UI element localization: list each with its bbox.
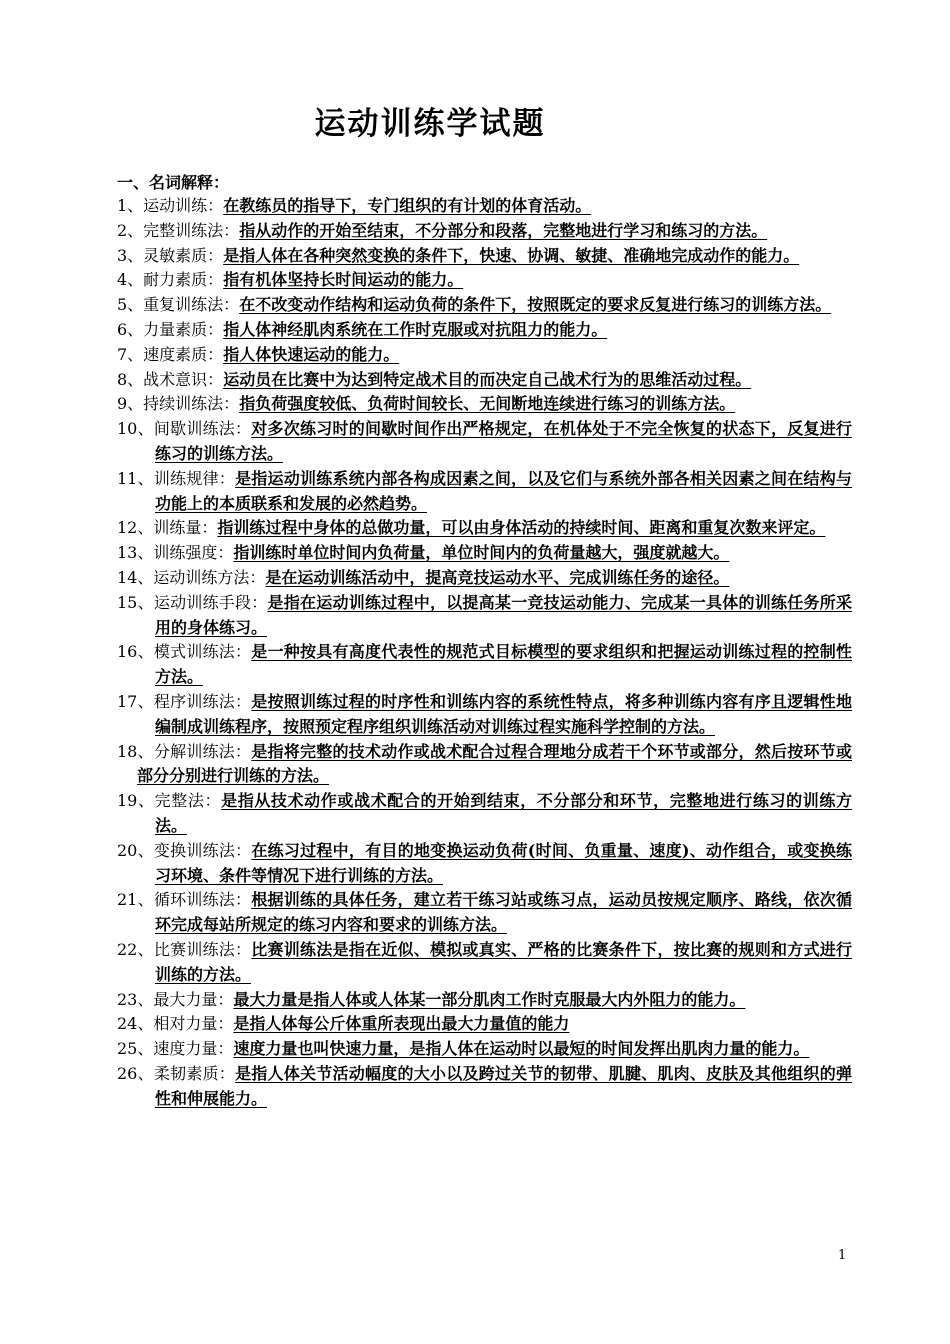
entry-term: 14、运动训练方法： [117, 567, 266, 587]
entry-term: 9、持续训练法： [117, 394, 240, 414]
definition-entry [117, 293, 852, 318]
definition-entry [117, 541, 852, 566]
definition-entry [117, 318, 852, 343]
definition-entry [117, 839, 852, 889]
entry-definition: 速度力量也叫快速力量，是指人体在运动时以最短的时间发挥出肌肉力量的能力。 [233, 1039, 810, 1059]
entry-definition: 根据训练的具体任务，建立若干练习站或练习点，运动员按规定顺序、路线，依次循环完成每站所规定的练习内容和要求的训练方法。 [155, 890, 852, 935]
definition-entry [117, 888, 852, 938]
definition-entry [117, 516, 852, 541]
definition-entry [117, 417, 852, 467]
definition-entry [117, 1062, 852, 1112]
entry-term: 21、循环训练法： [117, 890, 252, 910]
entry-term: 8、战术意识： [117, 369, 224, 389]
definition-entry [117, 392, 852, 417]
entry-definition: 是指从技术动作或战术配合的开始到结束，不分部分和环节，完整地进行练习的训练方法。 [155, 791, 852, 835]
entry-definition: 指训练过程中身体的总做功量，可以由身体活动的持续时间、距离和重复次数来评定。 [217, 518, 826, 538]
definition-list [117, 194, 852, 1111]
definition-entry [117, 740, 852, 790]
definition-entry [117, 1037, 852, 1062]
entry-definition: 对多次练习时的间歇时间作出严格规定，在机体处于不完全恢复的状态下，反复进行练习的训练方法。 [155, 419, 852, 463]
definition-entry [117, 219, 852, 244]
entry-definition: 是指运动训练系统内部各构成因素之间，以及它们与系统外部各相关因素之间在结构与功能上的本质联系和发展的必然趋势。 [155, 468, 852, 513]
entry-term: 12、训练量： [117, 518, 218, 538]
document-title: 运动训练学试题 [314, 106, 546, 142]
entry-term: 2、完整训练法： [117, 220, 240, 240]
entry-term: 16、模式训练法： [117, 642, 252, 662]
entry-term: 25、速度力量： [117, 1039, 234, 1059]
entry-term: 17、程序训练法： [117, 691, 252, 711]
entry-term: 6、力量素质： [117, 319, 224, 339]
entry-definition: 在练习过程中，有目的地变换运动负荷(时间、负重量、速度)、动作组合，或变换练习环境、条件等情况下进行训练的方法。 [155, 840, 852, 885]
definition-entry [117, 244, 852, 269]
entry-definition: 指人体神经肌肉系统在工作时克服或对抗阻力的能力。 [223, 319, 608, 339]
definition-entry [117, 789, 852, 839]
entry-definition: 指从动作的开始至结束，不分部分和段落，完整地进行学习和练习的方法。 [239, 220, 768, 240]
definition-entry [117, 467, 852, 517]
entry-definition: 是一种按具有高度代表性的规范式目标模型的要求组织和把握运动训练过程的控制性方法。 [155, 642, 852, 687]
entry-definition: 在教练员的指导下，专门组织的有计划的体育活动。 [223, 196, 592, 215]
definition-entry [117, 690, 852, 740]
entry-definition: 是按照训练过程的时序性和训练内容的系统性特点，将多种训练内容有序且逻辑性地编制成训练程序，按照预定程序组织训练活动对训练过程实施科学控制的方法。 [155, 691, 852, 736]
entry-term: 19、完整法： [117, 791, 222, 811]
entry-definition: 运动员在比赛中为达到特定战术目的而决定自己战术行为的思维活动过程。 [223, 369, 752, 389]
definition-entry [117, 1012, 852, 1037]
definition-entry [117, 368, 852, 393]
entry-definition: 指训练时单位时间内负荷量，单位时间内的负荷量越大，强度就越大。 [233, 543, 730, 563]
definition-entry [117, 194, 852, 219]
entry-definition: 指有机体坚持长时间运动的能力。 [223, 270, 464, 290]
entry-term: 26、柔韧素质： [117, 1063, 236, 1083]
entry-term: 5、重复训练法： [117, 295, 240, 315]
definition-entry [117, 988, 852, 1013]
entry-definition: 是指人体在各种突然变换的条件下，快速、协调、敏捷、准确地完成动作的能力。 [223, 245, 800, 265]
definition-entry [117, 938, 852, 988]
entry-term: 4、耐力素质： [117, 270, 224, 290]
entry-term: 20、变换训练法： [117, 840, 252, 860]
definition-entry [117, 566, 852, 591]
entry-definition: 是指在运动训练过程中，以提高某一竞技运动能力、完成某一具体的训练任务所采用的身体练习。 [155, 592, 852, 637]
entry-term: 22、比赛训练法： [117, 939, 252, 959]
entry-term: 3、灵敏素质： [117, 245, 224, 265]
entry-term: 13、训练强度： [117, 543, 234, 563]
section-heading: 一、名词解释： [117, 173, 230, 192]
definition-entry [117, 343, 852, 368]
entry-definition: 是指将完整的技术动作或战术配合过程合理地分成若干个环节或部分，然后按环节或部分分别进行训练的方法。 [137, 741, 852, 786]
entry-definition: 是在运动训练活动中，提高竞技运动水平、完成训练任务的途径。 [265, 567, 730, 587]
entry-definition: 最大力量是指人体或人体某一部分肌肉工作时克服最大内外阻力的能力。 [233, 989, 746, 1009]
entry-definition: 指负荷强度较低、负荷时间较长、无间断地连续进行练习的训练方法。 [239, 394, 736, 414]
entry-definition: 指人体快速运动的能力。 [223, 344, 400, 364]
entry-definition: 是指人体关节活动幅度的大小以及跨过关节的韧带、肌腱、肌肉、皮肤及其他组织的弹性和伸展能力。 [155, 1063, 852, 1108]
entry-term: 15、运动训练手段： [117, 592, 268, 612]
definition-entry [117, 640, 852, 690]
entry-term: 23、最大力量： [117, 989, 234, 1009]
definition-entry [117, 591, 852, 641]
entry-term: 24、相对力量： [117, 1014, 234, 1034]
entry-definition: 比赛训练法是指在近似、模拟或真实、严格的比赛条件下，按比赛的规则和方式进行训练的方法。 [155, 939, 852, 984]
page-number: 1 [838, 1248, 847, 1263]
entry-term: 18、分解训练法： [117, 741, 252, 761]
entry-term: 11、训练规律： [117, 468, 236, 488]
entry-term: 7、速度素质： [117, 344, 224, 364]
entry-term: 10、间歇训练法： [117, 419, 252, 439]
entry-definition: 在不改变动作结构和运动负荷的条件下，按照既定的要求反复进行练习的训练方法。 [239, 295, 832, 315]
entry-definition: 是指人体每公斤体重所表现出最大力量值的能力 [233, 1014, 570, 1034]
entry-term: 1、运动训练： [117, 196, 224, 215]
definition-entry [117, 268, 852, 293]
